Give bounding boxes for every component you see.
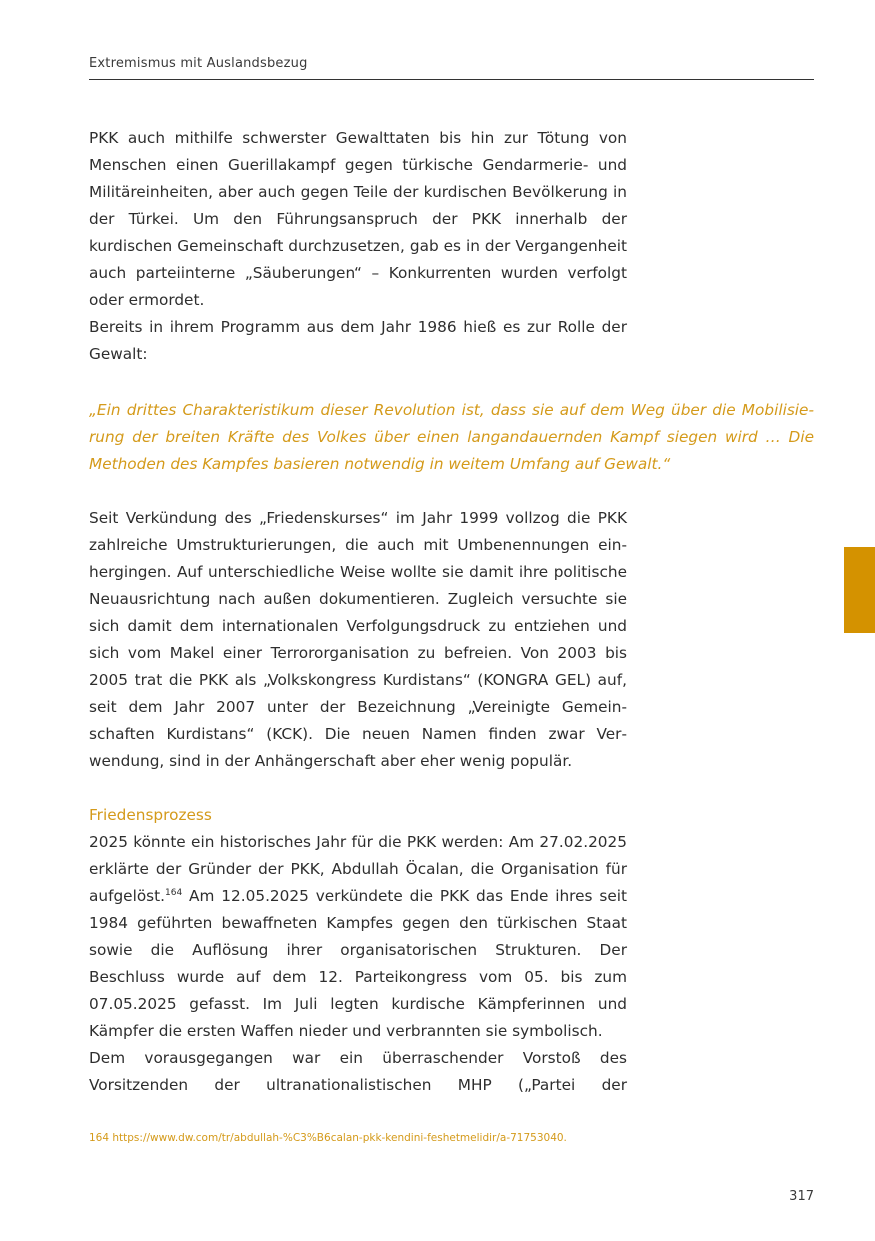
paragraph: Dem vorausgegangen war ein überraschender Vorstoß des Vorsitzenden der ultranationalistischen MHP („Partei der: [89, 1049, 627, 1094]
paragraph: [89, 829, 627, 1045]
paragraph-text: Am 12.05.2025 verkündete die PKK das Ende ihres seit 1984 geführten bewaffneten Kampfes gegen den türkischen Staat sowie die Auflösung ihrer organisatorischen Strukturen. Der Beschluss wurde auf dem 12. Parteikongress vom 05. bis zum 07.05.2025 gefasst. Im Juli legten kurdische Kämpferinnen und Kämpfer die ersten Waffen nieder und verbrannten sie symbolisch.: [89, 887, 627, 1040]
section-heading: Friedensprozess: [89, 806, 212, 824]
running-header: Extremismus mit Auslandsbezug: [89, 56, 308, 71]
text-block-middle: [89, 505, 627, 775]
quote-block: „Ein drittes Charakteristikum dieser Revolution ist, dass sie auf dem Weg über die Mobilisierung der breiten Kräfte des Volkes über einen langandauernden Kampf siegen wird … Die Methoden des Kampfes basieren notwendig in weitem Umfang auf Gewalt.“: [89, 401, 814, 473]
chapter-tab-marker: [844, 547, 875, 633]
footnote[interactable]: 164 https://www.dw.com/tr/abdullah-%C3%B6calan-pkk-kendini-feshetmelidir/a-71753040.: [89, 1132, 567, 1144]
paragraph: PKK auch mithilfe schwerster Gewalttaten bis hin zur Tötung von Menschen einen Guerillakampf gegen türkische Gendarmerie- und Militäreinheiten, aber auch gegen Teile der kurdischen Bevölkerung in der Türkei. Um den Führungsanspruch der PKK innerhalb der kurdischen Gemeinschaft durchzusetzen, gab es in der Vergangenheit auch parteiinterne „Säuberungen“ – Konkurrenten wurden verfolgt oder ermordet.: [89, 129, 627, 309]
header-divider: [89, 79, 814, 80]
footnote-reference[interactable]: 164: [165, 888, 183, 898]
paragraph-text: 2025 könnte ein historisches Jahr für die PKK werden: Am 27.02.2025 erklärte der Gründer der PKK, Abdullah Öcalan, die Organisation für aufgelöst.: [89, 833, 627, 905]
page-number: 317: [789, 1189, 814, 1204]
text-block-bottom: [89, 829, 627, 1099]
text-block-top: [89, 125, 627, 368]
paragraph: Seit Verkündung des „Friedenskurses“ im Jahr 1999 vollzog die PKK zahlreiche Umstrukturierungen, die auch mit Umbenennungen einhergingen. Auf unterschiedliche Weise wollte sie damit ihre politische Neuausrichtung nach außen dokumentieren. Zugleich versuchte sie sich damit dem internationalen Verfolgungsdruck zu entziehen und sich vom Makel einer Terrororganisation zu befreien. Von 2003 bis 2005 trat die PKK als „Volkskongress Kurdistans“ (KONGRA GEL) auf, seit dem Jahr 2007 unter der Bezeichnung „Vereinigte Gemeinschaften Kurdistans“ (KCK). Die neuen Namen finden zwar Verwendung, sind in der Anhängerschaft aber eher wenig populär.: [89, 509, 627, 770]
paragraph: Bereits in ihrem Programm aus dem Jahr 1986 hieß es zur Rolle der Gewalt:: [89, 318, 627, 363]
